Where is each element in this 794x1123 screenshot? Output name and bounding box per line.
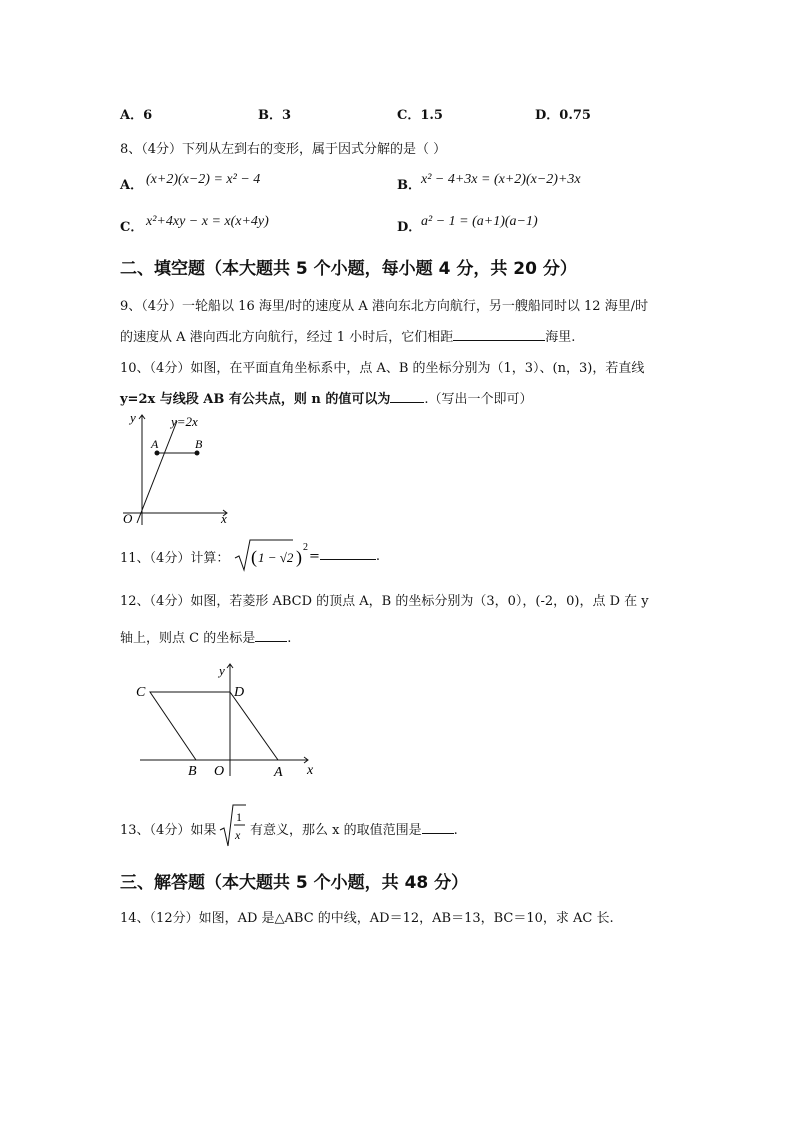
q10-figure <box>115 405 245 530</box>
q9-line2 <box>120 326 575 345</box>
q8-d-expr: a² − 1 = (a+1)(a−1) <box>421 214 538 229</box>
q11-exponent: 2 <box>303 542 308 553</box>
q12-label-a: A <box>274 765 283 780</box>
q12-line2 <box>120 627 291 646</box>
q12-figure <box>130 658 330 783</box>
q12-label-y: y <box>219 663 225 678</box>
q12-label-o: O <box>214 764 225 779</box>
q13-numerator: 1 <box>236 810 242 824</box>
q10-label-y: y <box>130 410 136 425</box>
q8-a-expr: (x+2)(x−2) = x² − 4 <box>146 172 261 187</box>
q8-a-label: A． <box>120 178 144 193</box>
q9-line2-pre: 的速度从 A 港向西北方向航行，经过 1 小时后，它们相距 <box>120 330 454 345</box>
q11-answer-line <box>309 547 380 564</box>
section3-title: 三、解答题（本大题共 5 个小题，共 48 分） <box>120 873 469 893</box>
q13-answer-blank <box>422 821 454 834</box>
q11-paren-right: ) <box>296 547 302 567</box>
q12-label-c: C <box>136 685 146 700</box>
section2-title: 二、填空题（本大题共 5 个小题，每小题 4 分，共 20 分） <box>120 259 577 279</box>
q9-line2-post: 海里. <box>545 330 576 345</box>
q13-denominator: x <box>235 828 241 842</box>
q12-label-x: x <box>307 763 314 778</box>
q13-end: . <box>453 823 458 838</box>
q12-line2-pre: 轴上，则点 C 的坐标是 <box>120 631 256 646</box>
q14-text: 14、（12分）如图，AD 是△ABC 的中线，AD＝12，AB＝13，BC＝10，求 AC 长. <box>120 911 614 926</box>
q13-radical <box>218 802 248 850</box>
q8-b-label: B． <box>397 178 421 193</box>
q10-label-o: O <box>123 511 133 526</box>
q11-equals: = <box>309 549 320 564</box>
q7-option-c: C．1.5 <box>397 108 443 123</box>
q8-d-label: D． <box>397 220 422 235</box>
q12-rhombus <box>150 692 278 760</box>
q12-line1: 12、（4分）如图，若菱形 ABCD 的顶点 A，B 的坐标分别为（3，0），(-2，0)，点 D 在 y <box>120 594 649 609</box>
q8-stem: 8、（4分）下列从左到右的变形，属于因式分解的是（ ） <box>120 142 447 157</box>
q11-post: . <box>375 549 381 564</box>
q7-option-d: D．0.75 <box>535 108 591 123</box>
q13-post: 有意义，那么 x 的取值范围是 <box>250 823 422 838</box>
q11-pre: 11、（4分）计算： <box>120 551 230 566</box>
q12-line2-post: . <box>287 631 292 646</box>
q10-label-x: x <box>221 511 227 526</box>
q10-answer-blank <box>390 390 424 403</box>
q8-b-expr: x² − 4+3x = (x+2)(x−2)+3x <box>421 172 581 187</box>
q8-c-label: C． <box>120 220 144 235</box>
q10-point-a <box>155 451 160 456</box>
q10-line1: 10、（4分）如图，在平面直角坐标系中，点 A、B 的坐标分别为（1，3）、(n，3)，若直线 <box>120 361 645 376</box>
q11-radical <box>233 536 313 574</box>
q11-radicand: 1 − √2 <box>258 550 294 565</box>
q11-answer-blank <box>320 547 376 560</box>
q9-answer-blank <box>453 328 545 341</box>
q7-option-b: B．3 <box>258 108 292 123</box>
q13-tail <box>250 819 458 838</box>
q12-label-d: D <box>234 685 245 700</box>
q10-label-line: y=2x <box>171 414 198 429</box>
q10-line2-pre: y=2x 与线段 AB 有公共点，则 n 的值可以为 <box>120 392 391 407</box>
q10-label-a: A <box>151 437 159 451</box>
q12-label-b: B <box>188 764 197 779</box>
q7-option-a: A．6 <box>120 108 153 123</box>
q11-paren-left: ( <box>251 547 257 567</box>
q9-line1: 9、（4分）一轮船以 16 海里/时的速度从 A 港向东北方向航行，另一艘船同时以 12 海里/时 <box>120 299 649 314</box>
q13-pre: 13、（4分）如果 <box>120 823 217 838</box>
q10-point-b <box>195 451 200 456</box>
q10-line2-post: .（写出一个即可） <box>424 392 533 407</box>
q8-c-expr: x²+4xy − x = x(x+4y) <box>146 214 269 229</box>
q10-label-b: B <box>195 437 203 451</box>
q12-answer-blank <box>255 629 287 642</box>
